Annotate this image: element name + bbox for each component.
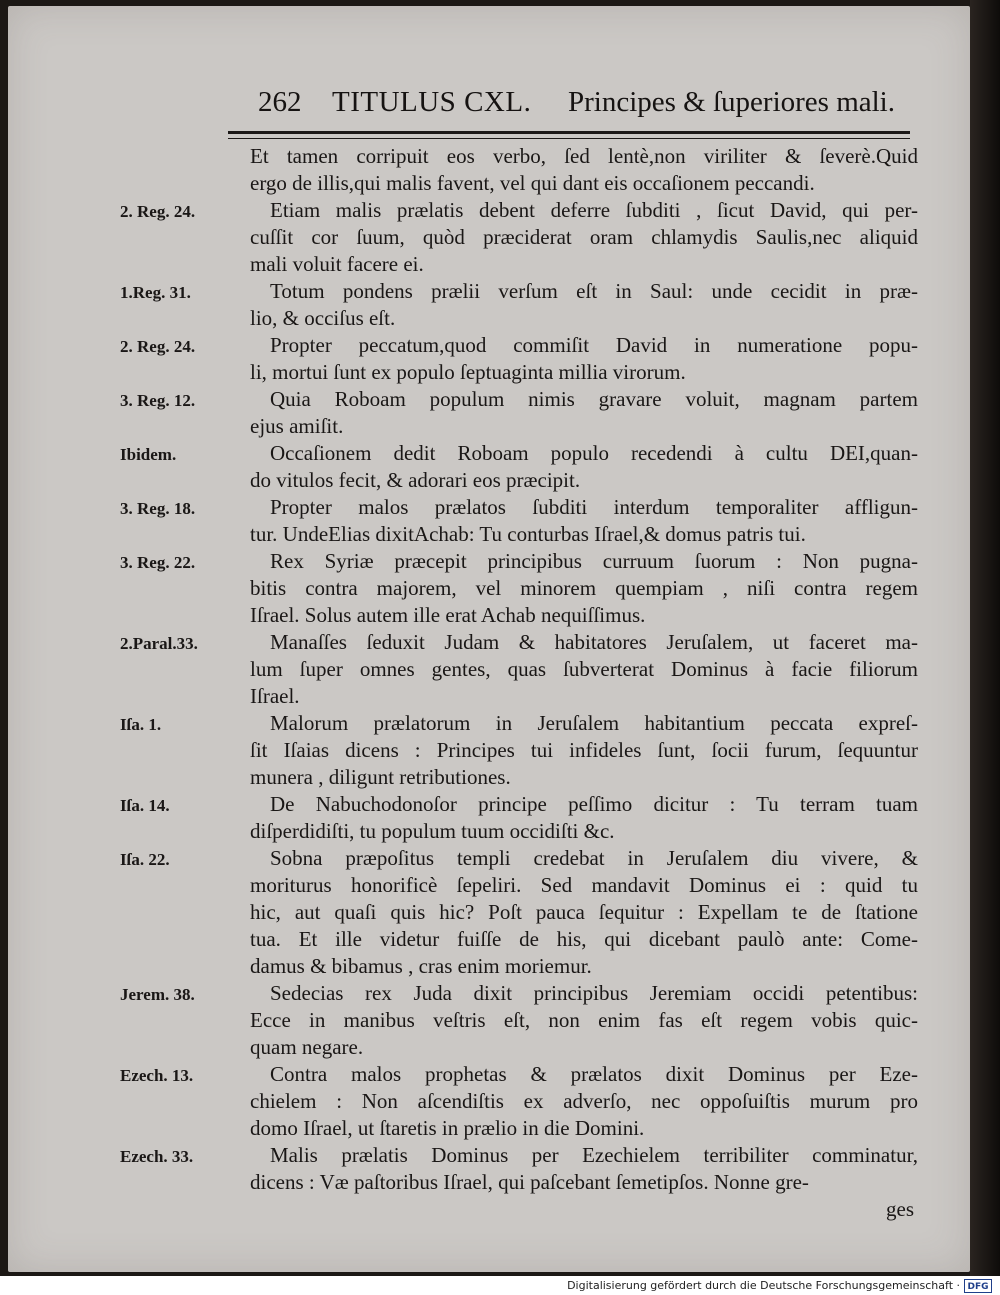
catchword: ges	[886, 1197, 914, 1221]
text-line: Quia Roboam populum nimis gravare voluit, magnam partem	[270, 387, 918, 411]
text-line: moriturus honorificè ſepeliri. Sed mandavit Dominus ei : quid tu	[250, 873, 918, 897]
text-line: lio, & occiſus eſt.	[250, 306, 396, 330]
header-rule	[228, 131, 910, 134]
text-line: hic, aut quaſi quis hic? Poſt pauca ſequitur : Expellam te de ſtatione	[250, 900, 918, 924]
running-header	[258, 86, 898, 126]
text-line: Manaſſes ſeduxit Judam & habitatores Jeruſalem, ut faceret ma-	[270, 630, 918, 654]
text-line: domo Iſrael, ut ſtaretis in prælio in die Domini.	[250, 1116, 645, 1140]
text-line: Occaſionem dedit Roboam populo recedendi à cultu DEI,quan-	[270, 441, 918, 465]
dfg-logo-icon: DFG	[964, 1279, 992, 1293]
text-line: Etiam malis prælatis debent deferre ſubditi , ſicut David, qui per-	[270, 198, 918, 222]
text-line: mali voluit facere ei.	[250, 252, 424, 276]
header-title: TITULUS CXL.	[332, 86, 532, 118]
text-line: munera , diligunt retributiones.	[250, 765, 511, 789]
text-line: do vitulos fecit, & adorari eos præcipit.	[250, 468, 581, 492]
margin-reference: Ezech. 33.	[120, 1147, 194, 1166]
text-line: tur. UndeElias dixitAchab: Tu conturbas Iſrael,& domus patris tui.	[250, 522, 806, 546]
footer-bar	[0, 1278, 1000, 1295]
margin-reference: 2. Reg. 24.	[120, 337, 196, 356]
text-line: chielem : Non aſcendiſtis ex adverſo, nec oppoſuiſtis murum pro	[250, 1089, 918, 1113]
text-line: Totum pondens prælii verſum eſt in Saul: unde cecidit in præ-	[270, 279, 918, 303]
text-line: Malorum prælatorum in Jeruſalem habitantium peccata expreſ-	[270, 711, 918, 735]
text-line: diſperdidiſti, tu populum tuum occidiſti &c.	[250, 819, 615, 843]
header-subtitle: Principes & ſuperiores mali.	[568, 86, 895, 118]
text-line: Iſrael.	[250, 684, 300, 708]
text-line: dicens : Væ paſtoribus Iſrael, qui paſcebant ſemetipſos. Nonne gre-	[250, 1170, 809, 1194]
footer-credit: Digitalisierung gefördert durch die Deutsche Forschungsgemeinschaft ·	[567, 1279, 960, 1292]
text-line: Propter malos prælatos ſubditi interdum temporaliter affligun-	[270, 495, 918, 519]
text-line: Iſrael. Solus autem ille erat Achab nequiſſimus.	[250, 603, 646, 627]
text-line: Malis prælatis Dominus per Ezechielem terribiliter comminatur,	[270, 1143, 918, 1167]
margin-reference: 3. Reg. 12.	[120, 391, 196, 410]
margin-reference: 1.Reg. 31.	[120, 283, 191, 302]
header-rule-thin	[228, 138, 910, 139]
text-line: Ecce in manibus veſtris eſt, non enim fas eſt regem vobis quic-	[250, 1008, 918, 1032]
body-text	[250, 143, 918, 1223]
margin-reference: 3. Reg. 22.	[120, 553, 196, 572]
text-line: cuſſit cor ſuum, quòd præciderat oram chlamydis Saulis,nec aliquid	[250, 225, 918, 249]
text-line: Et tamen corripuit eos verbo, ſed lentè,non viriliter & ſeverè.Quid	[250, 144, 918, 168]
margin-reference: Ibidem.	[120, 445, 177, 464]
margin-reference: Jerem. 38.	[120, 985, 195, 1004]
text-line: li, mortui ſunt ex populo ſeptuaginta millia virorum.	[250, 360, 686, 384]
text-line: Contra malos prophetas & prælatos dixit Dominus per Eze-	[270, 1062, 918, 1086]
text-line: ſit Iſaias dicens : Principes tui infideles ſunt, ſocii furum, ſequuntur	[250, 738, 918, 762]
text-line: Sedecias rex Juda dixit principibus Jeremiam occidi petentibus:	[270, 981, 918, 1005]
text-line: Rex Syriæ præcepit principibus curruum ſuorum : Non pugna-	[270, 549, 918, 573]
text-line: Sobna præpoſitus templi credebat in Jeruſalem diu vivere, &	[270, 846, 918, 870]
margin-reference: Ezech. 13.	[120, 1066, 194, 1085]
margin-reference: Iſa. 14.	[120, 796, 170, 815]
text-line: quam negare.	[250, 1035, 364, 1059]
margin-reference: 3. Reg. 18.	[120, 499, 196, 518]
text-line: damus & bibamus , cras enim moriemur.	[250, 954, 592, 978]
margin-reference: 2. Reg. 24.	[120, 202, 196, 221]
book-spine-edge	[970, 0, 1000, 1276]
text-line: bitis contra majorem, vel minorem quempiam , niſi contra regem	[250, 576, 918, 600]
page-number: 262	[258, 86, 302, 118]
text-line: ergo de illis,qui malis favent, vel qui dant eis occaſionem peccandi.	[250, 171, 815, 195]
text-line: ejus amiſit.	[250, 414, 344, 438]
margin-reference: Iſa. 22.	[120, 850, 170, 869]
text-line: tua. Et ille videtur fuiſſe de his, qui dicebant paulò ante: Come-	[250, 927, 918, 951]
margin-reference: Iſa. 1.	[120, 715, 162, 734]
text-line: De Nabuchodonoſor principe peſſimo dicitur : Tu terram tuam	[270, 792, 918, 816]
text-line: Propter peccatum,quod commiſit David in numeratione popu-	[270, 333, 918, 357]
margin-reference: 2.Paral.33.	[120, 634, 198, 653]
text-line: lum ſuper omnes gentes, quas ſubverterat Dominus à facie filiorum	[250, 657, 918, 681]
